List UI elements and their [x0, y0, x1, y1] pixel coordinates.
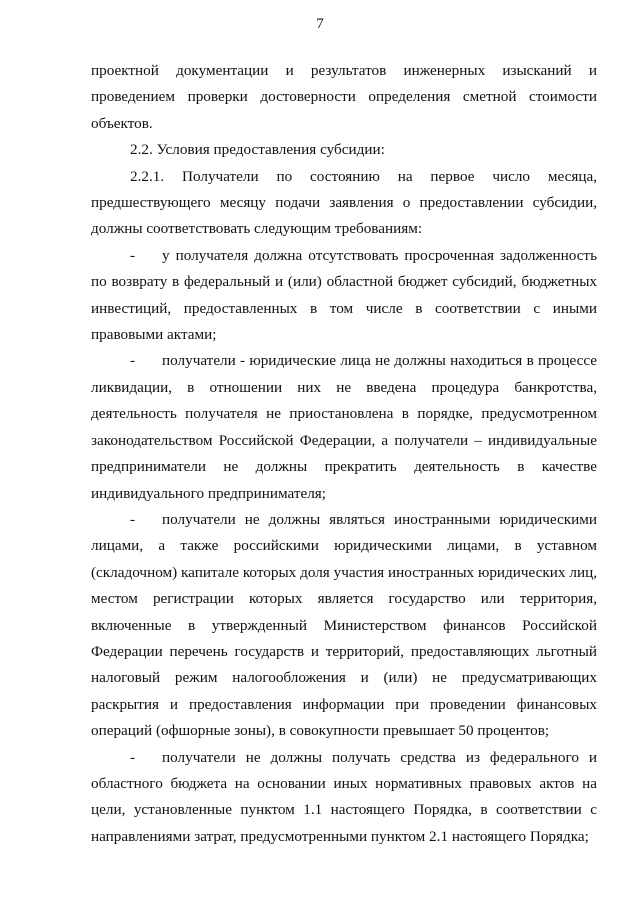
bullet-marker: -: [130, 748, 136, 766]
bullet-marker: -: [130, 352, 136, 370]
paragraph-continuation: проектной документации и результатов инженерных изысканий и проведением проверки достоверности определения сметной стоимости объектов.: [91, 62, 597, 132]
bullet-item: [91, 348, 597, 506]
bullet-text: получатели не должны являться иностранными юридическими лицами, а также российскими юридическими лицами, в уставном (складочном) капитале которых доля участия иностранных юридических лиц, местом регистрации которых является государство или территория, включенные в утвержденный Министерством финансов Российской Федерации перечень государств и территорий, предоставляющих льготный налоговый режим налогообложения и (или) не предусматривающих раскрытия и предоставления информации при проведении финансовых операций (офшорные зоны), в совокупности превышает 50 процентов;: [91, 510, 597, 740]
bullet-marker: -: [130, 510, 136, 528]
bullet-item: [91, 243, 597, 349]
bullet-item: [91, 745, 597, 851]
bullet-marker: -: [130, 246, 136, 264]
bullet-item: [91, 507, 597, 745]
paragraph-2-2-1: 2.2.1. Получатели по состоянию на первое число месяца, предшествующего месяцу подачи заявления о предоставлении субсидии, должны соответствовать следующим требованиям:: [91, 167, 597, 238]
bullet-text: у получателя должна отсутствовать просроченная задолженность по возврату в федеральный и (или) областной бюджет субсидий, бюджетных инвестиций, предоставленных в том числе в соответствии с иными правовыми актами;: [91, 246, 597, 344]
page-number: 7: [316, 16, 324, 32]
document-body: [91, 58, 597, 850]
bullet-text: получатели не должны получать средства из федерального и областного бюджета на основании иных нормативных правовых актов на цели, установленные пунктом 1.1 настоящего Порядка, в соответствии с направлениями затрат, предусмотренными пунктом 2.1 настоящего Порядка;: [91, 748, 597, 845]
section-heading-2-2: 2.2. Условия предоставления субсидии:: [130, 141, 385, 159]
bullet-text: получатели - юридические лица не должны находиться в процессе ликвидации, в отношении них не введена процедура банкротства, деятельность получателя не приостановлена в порядке, предусмотренном законодательством Российской Федерации, а получатели – индивидуальные предприниматели не должны прекратить деятельность в качестве индивидуального предпринимателя;: [91, 352, 597, 502]
